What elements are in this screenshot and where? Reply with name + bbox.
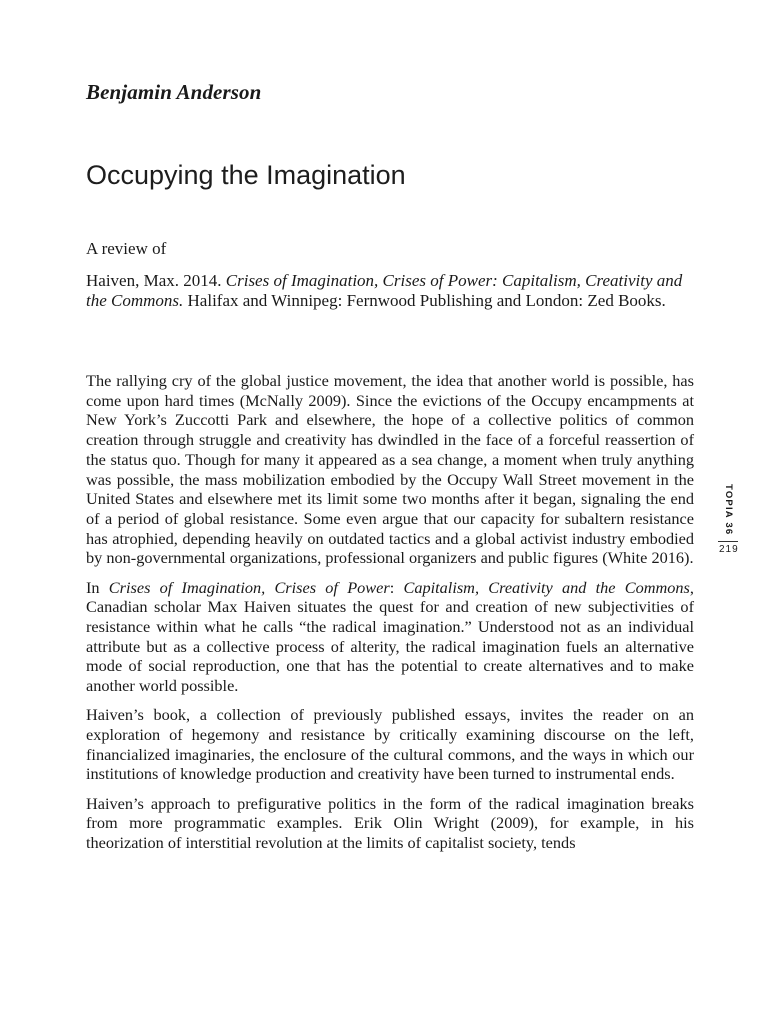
author-name: Benjamin Anderson xyxy=(86,80,262,104)
article-title: Occupying the Imagination xyxy=(86,160,406,190)
page-number: 219 xyxy=(719,544,739,555)
citation-book-title: Crises of Imagination, Crises of Power: Capitalism, Creativity and the Commons. xyxy=(86,271,683,310)
paragraph-2-book-title: Crises of Imagination, Crises of Power xyxy=(108,577,390,597)
paragraph-2-text: , Canadian scholar Max Haiven situates the quest for and creation of new subjectivities of resistance within what he calls “the radical imagination.” Understood not as an individual attribute but as a collective process of alterity, the radical imagination fuels an alternative mode of social reproduction, one that has the potential to create alternatives and to make another world possible. xyxy=(86,577,694,696)
paragraph-2 xyxy=(86,578,694,696)
paragraph-3: Haiven’s book, a collection of previously published essays, invites the reader on an exploration of hegemony and resistance by critically examining discourse on the left, financialized imaginaries, the enclosure of the cultural commons, and the ways in which our institutions of knowledge production and creativity have been turned to instrumental ends. xyxy=(86,705,694,784)
running-head xyxy=(712,470,748,570)
paragraph-2-colon: : xyxy=(389,577,404,597)
article-body xyxy=(86,371,694,862)
citation-publisher: Halifax and Winnipeg: Fernwood Publishing and London: Zed Books. xyxy=(183,290,666,310)
paragraph-1: The rallying cry of the global justice movement, the idea that another world is possible, has come upon hard times (McNally 2009). Since the evictions of the Occupy encampments at New York’s Zuccotti Park and elsewhere, the hope of a collective politics of common creation through struggle and creativity has dwindled in the face of a forceful reassertion of the status quo. Though for many it appeared as a sea change, a moment when truly anything was possible, the mass mobilization embodied by the Occupy Wall Street movement in the United States and elsewhere met its limit some two months after it began, signaling the end of a period of global resistance. Some even argue that our capacity for subaltern resistance has atrophied, depending heavily on outdated tactics and a global activist industry embodied by non-governmental organizations, professional organizers and public figures (White 2016). xyxy=(86,371,694,568)
paragraph-2-book-subtitle: Capitalism, Creativity and the Commons xyxy=(403,577,690,597)
journal-name: TOPIA 36 xyxy=(723,484,734,536)
citation-author-year: Haiven, Max. 2014. xyxy=(86,271,226,290)
running-head-divider xyxy=(718,541,738,542)
review-label: A review of xyxy=(86,239,167,258)
book-citation xyxy=(86,271,694,310)
paragraph-4: Haiven’s approach to prefigurative politics in the form of the radical imagination breaks from more programmatic examples. Erik Olin Wright (2009), for example, in his theorization of interstitial revolution at the limits of capitalist society, tends xyxy=(86,793,694,852)
paragraph-2-intro: In xyxy=(86,577,109,597)
